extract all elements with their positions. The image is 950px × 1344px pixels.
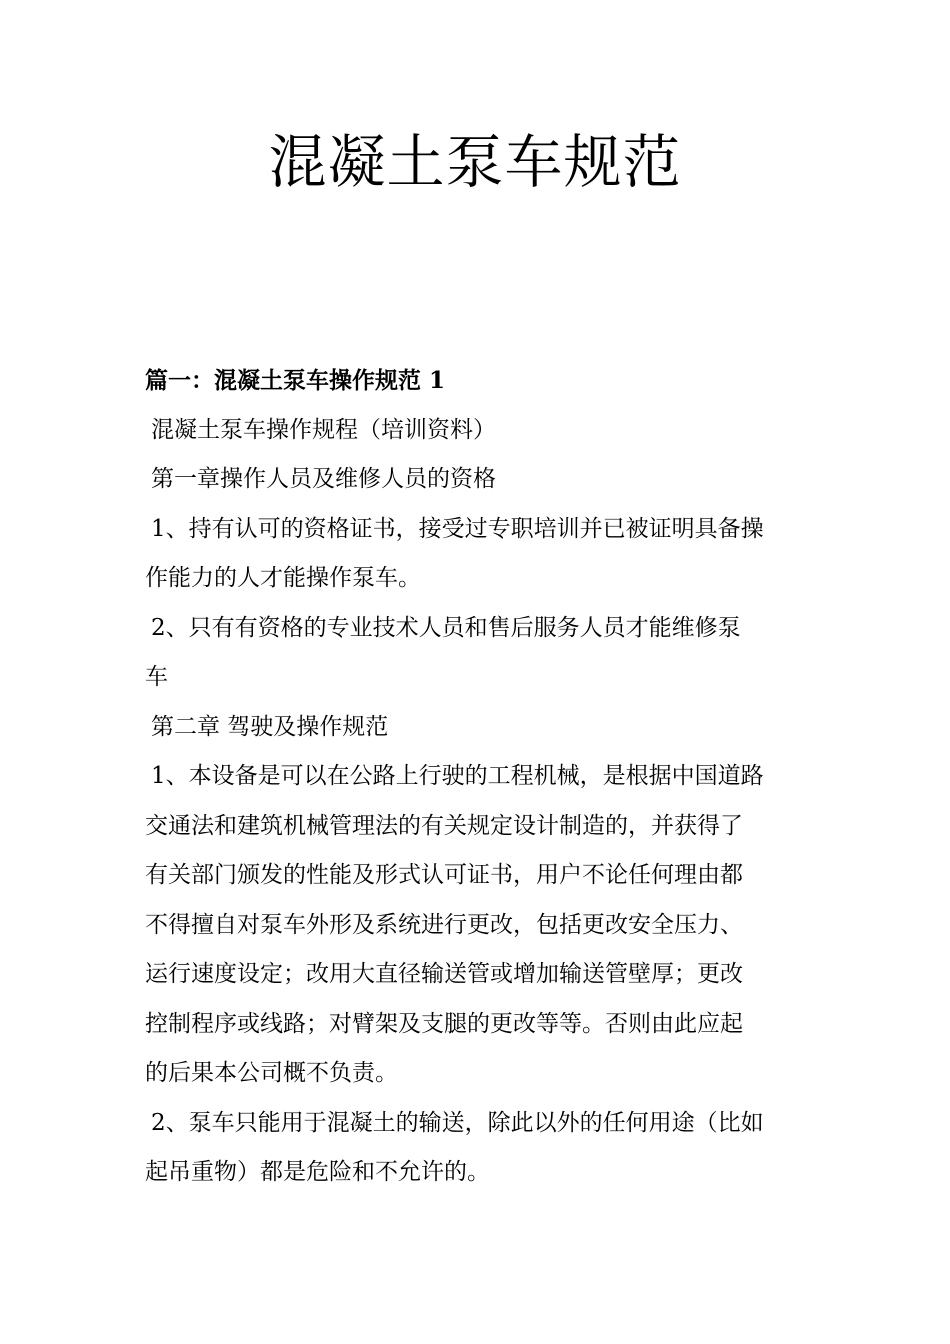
paragraph-line: 2、泵车只能用于混凝土的输送，除此以外的任何用途（比如: [151, 1109, 764, 1136]
paragraph-line: 起吊重物）都是危险和不允许的。: [145, 1159, 490, 1185]
paragraph-line: 有关部门颁发的性能及形式认可证书，用户不论任何理由都: [145, 862, 743, 888]
section-heading: 篇一：混凝土泵车操作规范 1: [145, 367, 446, 394]
paragraph-line: 2、只有有资格的专业技术人员和售后服务人员才能维修泵: [151, 614, 741, 641]
document-body: [145, 356, 813, 1198]
paragraph-line: 控制程序或线路；对臂架及支腿的更改等等。否则由此应起: [145, 1010, 743, 1037]
chapter-heading: 第二章 驾驶及操作规范: [151, 713, 389, 740]
paragraph-line: 车: [145, 664, 168, 690]
document-title: 混凝土泵车规范: [268, 128, 682, 196]
chapter-heading: 第一章操作人员及维修人员的资格: [151, 466, 496, 492]
subtitle: 混凝土泵车操作规程（培训资料）: [151, 416, 496, 443]
paragraph-line: 运行速度设定；改用大直径输送管或增加输送管壁厚；更改: [145, 961, 743, 987]
paragraph-line: 作能力的人才能操作泵车。: [145, 565, 421, 591]
paragraph-line: 1、持有认可的资格证书，接受过专职培训并已被证明具备操: [151, 515, 764, 542]
paragraph-line: 1、本设备是可以在公路上行驶的工程机械，是根据中国道路: [151, 763, 764, 789]
paragraph-line: 交通法和建筑机械管理法的有关规定设计制造的，并获得了: [145, 812, 743, 839]
paragraph-line: 的后果本公司概不负责。: [145, 1060, 398, 1086]
paragraph-line: 不得擅自对泵车外形及系统进行更改，包括更改安全压力、: [145, 911, 743, 938]
